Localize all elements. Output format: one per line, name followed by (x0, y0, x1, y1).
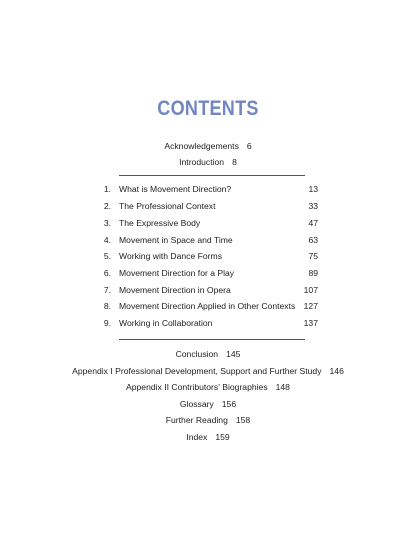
toc-row-chapter-8[interactable] (0, 301, 416, 312)
chapter-number: 8. (103, 301, 111, 311)
chapter-title: Working with Dance Forms (119, 251, 222, 261)
front-matter-entry-introduction[interactable] (0, 157, 416, 168)
toc-row-chapter-3[interactable] (0, 218, 416, 229)
chapter-page: 75 (308, 251, 318, 261)
page-title: CONTENTS (157, 97, 259, 120)
back-matter-entry-appendix-2[interactable] (0, 382, 416, 393)
toc-row-chapter-2[interactable] (0, 201, 416, 212)
chapter-number: 3. (103, 218, 111, 228)
chapter-page: 63 (308, 235, 318, 245)
chapter-page: 107 (303, 285, 318, 295)
chapter-number: 1. (103, 184, 111, 194)
divider-bottom (119, 339, 305, 340)
chapter-page: 13 (308, 184, 318, 194)
chapter-page: 47 (308, 218, 318, 228)
chapter-title: What is Movement Direction? (119, 184, 232, 194)
entry-label: Acknowledgements (164, 141, 239, 151)
entry-label: Appendix I Professional Development, Support and Further Study (72, 366, 322, 376)
entry-label: Glossary (179, 399, 214, 409)
chapter-number: 4. (103, 235, 111, 245)
entry-label: Introduction (179, 157, 225, 167)
chapter-title: The Professional Context (119, 201, 216, 211)
back-matter-entry-index[interactable] (0, 432, 416, 443)
toc-row-chapter-6[interactable] (0, 268, 416, 279)
chapter-title: Movement Direction in Opera (119, 285, 231, 295)
entry-label: Index (186, 432, 208, 442)
divider-top (119, 175, 305, 176)
entry-label: Appendix II Contributors' Biographies (126, 382, 268, 392)
toc-row-chapter-5[interactable] (0, 251, 416, 262)
back-matter-entry-further-reading[interactable] (0, 415, 416, 426)
entry-label: Conclusion (175, 349, 219, 359)
entry-page: 148 (275, 382, 290, 392)
chapter-title: Working in Collaboration (119, 318, 213, 328)
chapter-title: Movement Direction Applied in Other Contexts (119, 301, 296, 311)
chapter-title: Movement Direction for a Play (119, 268, 235, 278)
entry-label: Further Reading (165, 415, 228, 425)
back-matter-entry-conclusion[interactable] (0, 349, 416, 360)
entry-page: 145 (226, 349, 241, 359)
toc-row-chapter-9[interactable] (0, 318, 416, 329)
toc-row-chapter-1[interactable] (0, 184, 416, 195)
front-matter-entry-acknowledgements[interactable] (0, 141, 416, 152)
chapter-number: 9. (103, 318, 111, 328)
entry-page: 156 (221, 399, 237, 409)
chapter-page: 89 (308, 268, 318, 278)
toc-row-chapter-7[interactable] (0, 285, 416, 296)
toc-row-chapter-4[interactable] (0, 235, 416, 246)
back-matter-entry-appendix-1[interactable] (0, 366, 416, 377)
chapter-number: 6. (103, 268, 111, 278)
chapter-title: Movement in Space and Time (119, 235, 233, 245)
entry-page: 6 (246, 141, 252, 151)
back-matter-entry-glossary[interactable] (0, 399, 416, 410)
chapter-page: 33 (308, 201, 318, 211)
chapter-page: 137 (303, 318, 318, 328)
entry-page: 159 (215, 432, 230, 442)
chapter-number: 7. (103, 285, 111, 295)
chapter-page: 127 (303, 301, 318, 311)
entry-page: 146 (329, 366, 344, 376)
chapter-number: 5. (103, 251, 111, 261)
chapter-number: 2. (103, 201, 111, 211)
chapter-title: The Expressive Body (119, 218, 201, 228)
entry-page: 158 (235, 415, 251, 425)
entry-page: 8 (232, 157, 237, 167)
